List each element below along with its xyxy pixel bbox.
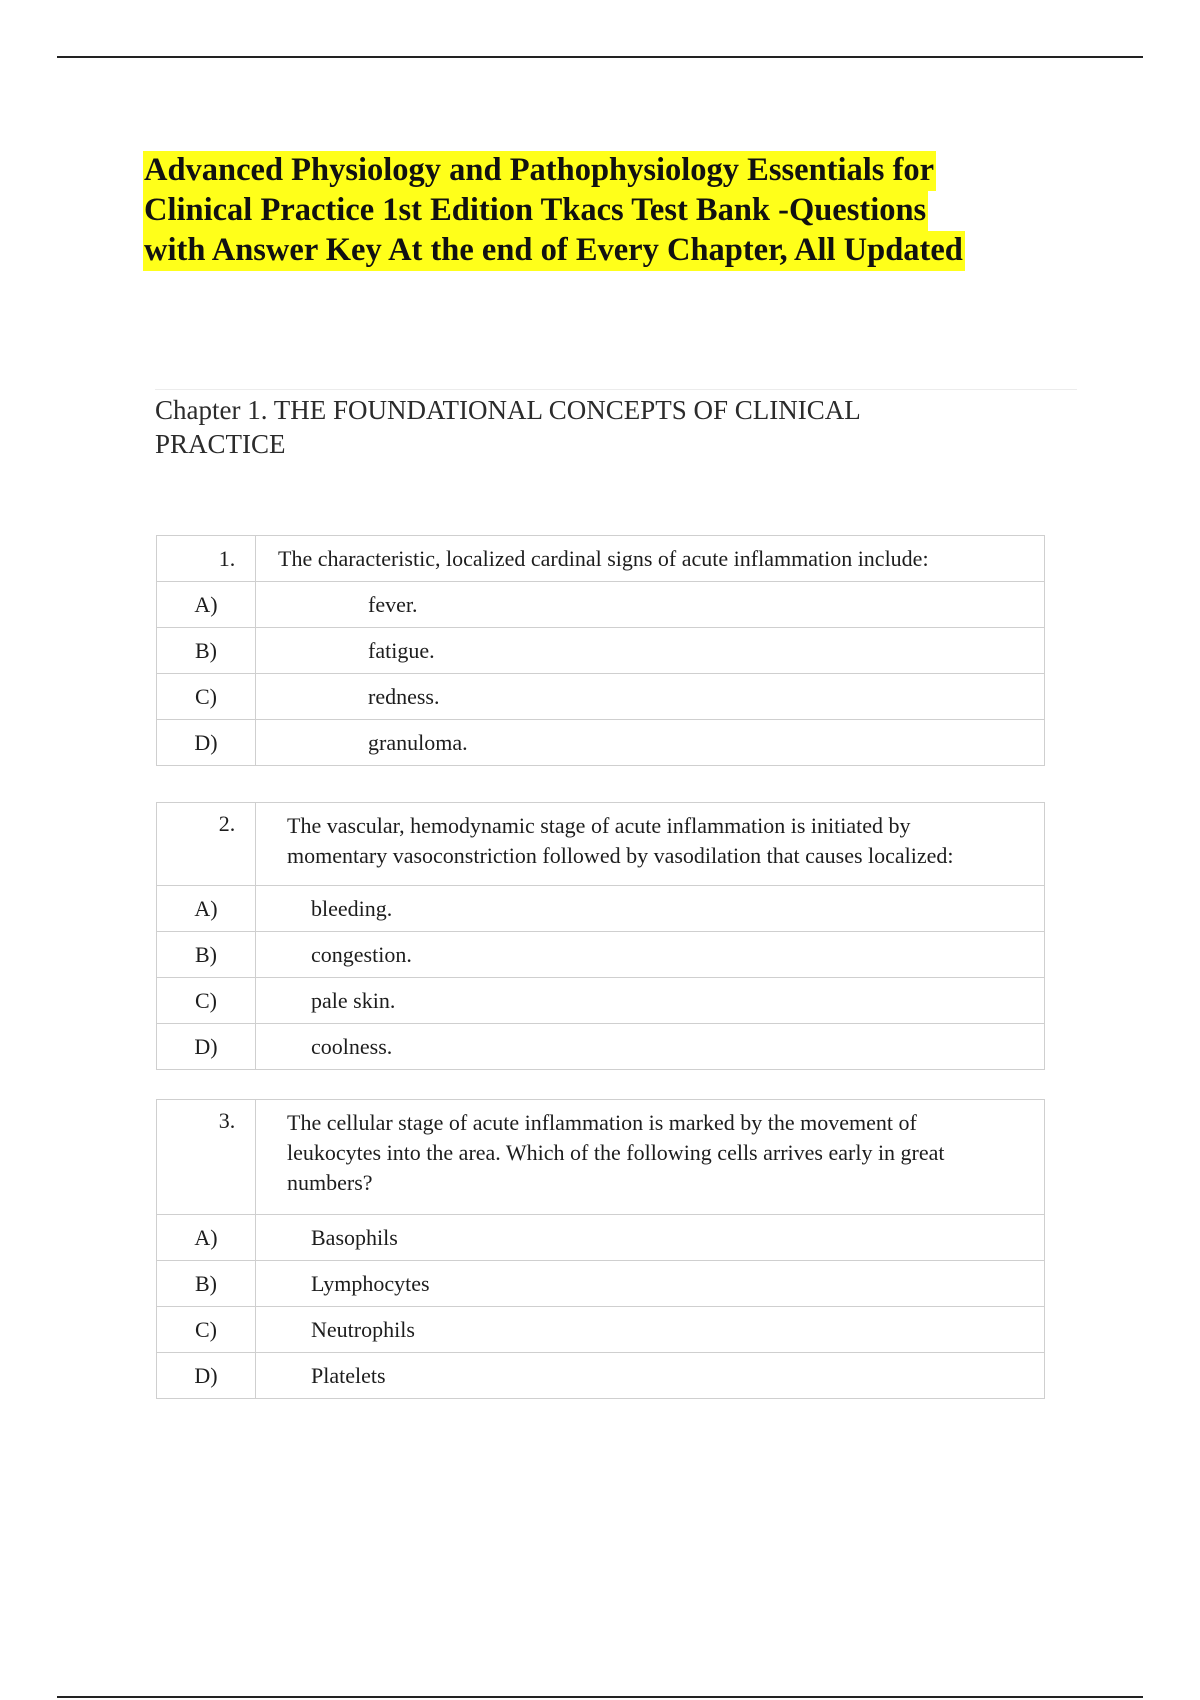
question-text-line: leukocytes into the area. Which of the following cells arrives early in great <box>287 1140 945 1165</box>
question-number-cell <box>157 536 256 582</box>
question-row <box>157 1100 1045 1215</box>
chapter-heading-line: PRACTICE <box>155 429 286 459</box>
option-text: congestion. <box>256 932 1045 978</box>
title-line: Clinical Practice 1st Edition Tkacs Test Bank -Questions <box>143 191 928 231</box>
option-text: redness. <box>256 674 1045 720</box>
option-row <box>157 582 1045 628</box>
question-row <box>157 803 1045 886</box>
question-text-line: The vascular, hemodynamic stage of acute inflammation is initiated by <box>287 813 911 838</box>
question-text <box>256 803 1045 886</box>
chapter-heading <box>155 393 955 461</box>
option-letter: C) <box>157 1307 256 1353</box>
title-line: with Answer Key At the end of Every Chapter, All Updated <box>143 231 965 271</box>
option-text: Lymphocytes <box>256 1261 1045 1307</box>
question-3-table <box>156 1099 1045 1399</box>
option-letter: B) <box>157 1261 256 1307</box>
question-row <box>157 536 1045 582</box>
option-text: granuloma. <box>256 720 1045 766</box>
question-text-line: numbers? <box>287 1170 373 1195</box>
option-letter: A) <box>157 886 256 932</box>
option-letter: A) <box>157 1215 256 1261</box>
header-rule <box>57 56 1143 58</box>
question-2-table <box>156 802 1045 1070</box>
option-row <box>157 1024 1045 1070</box>
option-row <box>157 1215 1045 1261</box>
question-number-cell <box>157 803 256 886</box>
option-text: Basophils <box>256 1215 1045 1261</box>
option-text: fatigue. <box>256 628 1045 674</box>
option-letter: A) <box>157 582 256 628</box>
option-letter: D) <box>157 1353 256 1399</box>
document-title <box>143 150 1063 270</box>
title-line: Advanced Physiology and Pathophysiology Essentials for <box>143 151 936 191</box>
option-row <box>157 1353 1045 1399</box>
option-text: fever. <box>256 582 1045 628</box>
option-row <box>157 1261 1045 1307</box>
option-row <box>157 628 1045 674</box>
question-text-line: momentary vasoconstriction followed by vasodilation that causes localized: <box>287 843 954 868</box>
option-text: pale skin. <box>256 978 1045 1024</box>
option-text: Neutrophils <box>256 1307 1045 1353</box>
option-row <box>157 978 1045 1024</box>
question-text <box>256 1100 1045 1215</box>
question-number-cell <box>157 1100 256 1215</box>
chapter-divider <box>155 389 1077 390</box>
option-text: bleeding. <box>256 886 1045 932</box>
option-letter: B) <box>157 932 256 978</box>
option-letter: D) <box>157 1024 256 1070</box>
option-row <box>157 720 1045 766</box>
question-text-line: The cellular stage of acute inflammation is marked by the movement of <box>287 1110 917 1135</box>
question-number: 3. <box>218 1108 236 1133</box>
question-text: The characteristic, localized cardinal signs of acute inflammation include: <box>256 536 1045 582</box>
option-row <box>157 674 1045 720</box>
option-row <box>157 1307 1045 1353</box>
option-letter: C) <box>157 674 256 720</box>
option-letter: B) <box>157 628 256 674</box>
footer-rule <box>57 1696 1143 1698</box>
chapter-heading-line: Chapter 1. THE FOUNDATIONAL CONCEPTS OF CLINICAL <box>155 395 861 425</box>
option-letter: D) <box>157 720 256 766</box>
question-number: 1. <box>218 545 236 571</box>
option-text: coolness. <box>256 1024 1045 1070</box>
option-row <box>157 932 1045 978</box>
option-letter: C) <box>157 978 256 1024</box>
question-number: 2. <box>218 811 236 836</box>
question-1-table <box>156 535 1045 766</box>
option-row <box>157 886 1045 932</box>
option-text: Platelets <box>256 1353 1045 1399</box>
